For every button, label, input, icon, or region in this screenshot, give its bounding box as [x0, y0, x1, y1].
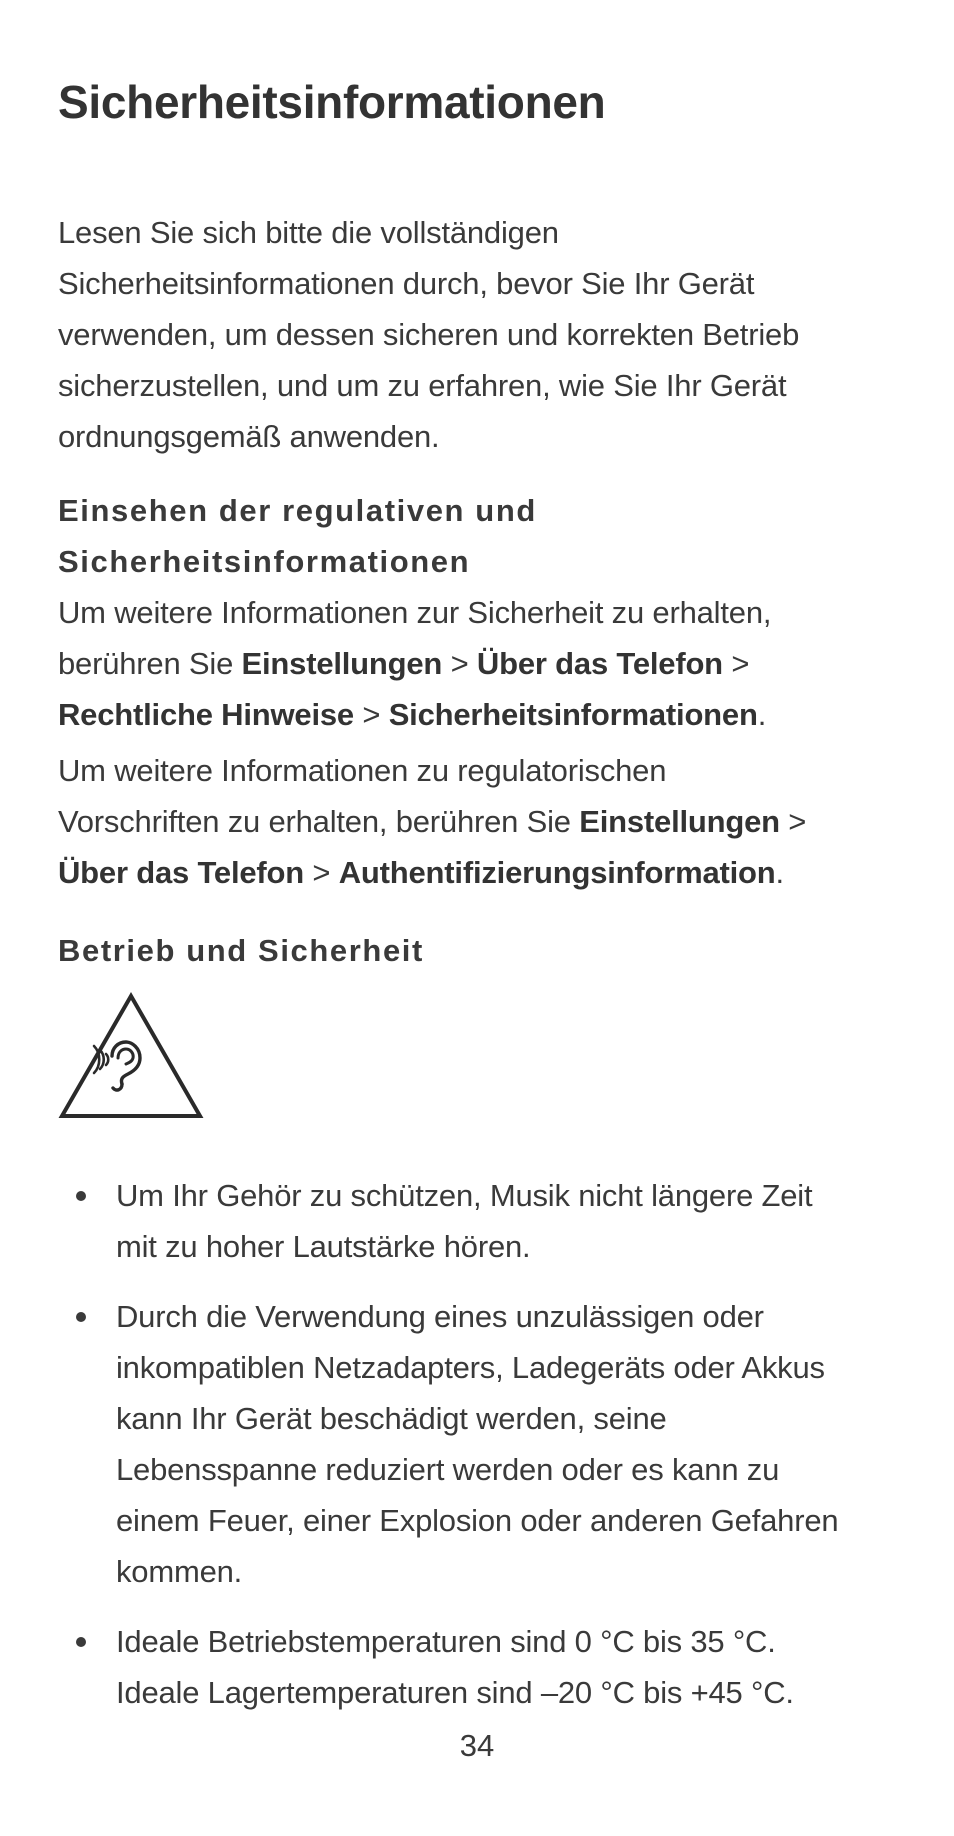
bullet-line: Ideale Betriebstemperaturen sind 0 °C bis 35 °C.: [116, 1624, 776, 1659]
bullet-icon: [76, 1637, 86, 1647]
menu-path-authentication-info: Authentifizierungsinformation: [338, 855, 776, 890]
menu-path-legal-notices: Rechtliche Hinweise: [58, 697, 354, 732]
menu-path-settings: Einstellungen: [579, 804, 780, 839]
intro-line: ordnungsgemäß anwenden.: [58, 419, 440, 454]
period: .: [757, 697, 767, 732]
menu-path-about-phone: Über das Telefon: [58, 855, 304, 890]
bullet-line: inkompatiblen Netzadapters, Ladegeräts oder Akkus: [116, 1350, 825, 1385]
bullet-line: Lebensspanne reduziert werden oder es kann zu: [116, 1452, 780, 1487]
menu-path-settings: Einstellungen: [241, 646, 443, 681]
bullet-icon: [76, 1191, 86, 1201]
regulatory-info-paragraph: [58, 745, 888, 898]
bullet-text: [116, 1616, 794, 1718]
intro-line: Lesen Sie sich bitte die vollständigen: [58, 215, 559, 250]
intro-line: verwenden, um dessen sicheren und korrekten Betrieb: [58, 317, 800, 352]
bullet-line: Um Ihr Gehör zu schützen, Musik nicht längere Zeit: [116, 1178, 813, 1213]
section-heading-operation-safety: [58, 925, 424, 976]
bullet-text: [116, 1170, 812, 1272]
path-separator: >: [304, 855, 339, 890]
path-separator: >: [442, 646, 477, 681]
paragraph-line: Um weitere Informationen zur Sicherheit zu erhalten,: [58, 595, 772, 630]
intro-paragraph: [58, 207, 888, 462]
path-separator: >: [353, 697, 389, 732]
heading-line: Sicherheitsinformationen: [58, 544, 471, 579]
bullet-line: mit zu hoher Lautstärke hören.: [116, 1229, 531, 1264]
text-segment: berühren Sie: [58, 646, 242, 681]
paragraph-line: [58, 638, 888, 689]
paragraph-line: [58, 796, 888, 847]
bullet-line: einem Feuer, einer Explosion oder anderen Gefahren: [116, 1503, 839, 1538]
intro-line: sicherzustellen, und um zu erfahren, wie Sie Ihr Gerät: [58, 368, 787, 403]
safety-info-paragraph: [58, 587, 888, 740]
bullet-icon: [76, 1312, 86, 1322]
intro-line: Sicherheitsinformationen durch, bevor Sie Ihr Gerät: [58, 266, 755, 301]
bullet-line: kann Ihr Gerät beschädigt werden, seine: [116, 1401, 667, 1436]
page-title: Sicherheitsinformationen: [58, 76, 606, 128]
heading-line: Einsehen der regulativen und: [58, 493, 537, 528]
path-separator: >: [722, 646, 750, 681]
bullet-line: kommen.: [116, 1554, 243, 1589]
bullet-line: Ideale Lagertemperaturen sind –20 °C bis +45 °C.: [116, 1675, 794, 1710]
paragraph-line: [58, 689, 888, 740]
menu-path-about-phone: Über das Telefon: [476, 646, 723, 681]
menu-path-safety-info: Sicherheitsinformationen: [388, 697, 758, 732]
period: .: [775, 855, 784, 890]
page-number: 34: [459, 1728, 495, 1763]
paragraph-line: [58, 847, 888, 898]
section-heading-regulatory: [58, 485, 537, 587]
path-separator: >: [779, 804, 807, 839]
heading-line: Betrieb und Sicherheit: [58, 933, 424, 968]
bullet-line: Durch die Verwendung eines unzulässigen oder: [116, 1299, 764, 1334]
paragraph-line: Um weitere Informationen zu regulatorischen: [58, 753, 667, 788]
text-segment: Vorschriften zu erhalten, berühren Sie: [58, 804, 580, 839]
bullet-text: [116, 1291, 838, 1597]
hearing-warning-icon: [58, 992, 204, 1120]
